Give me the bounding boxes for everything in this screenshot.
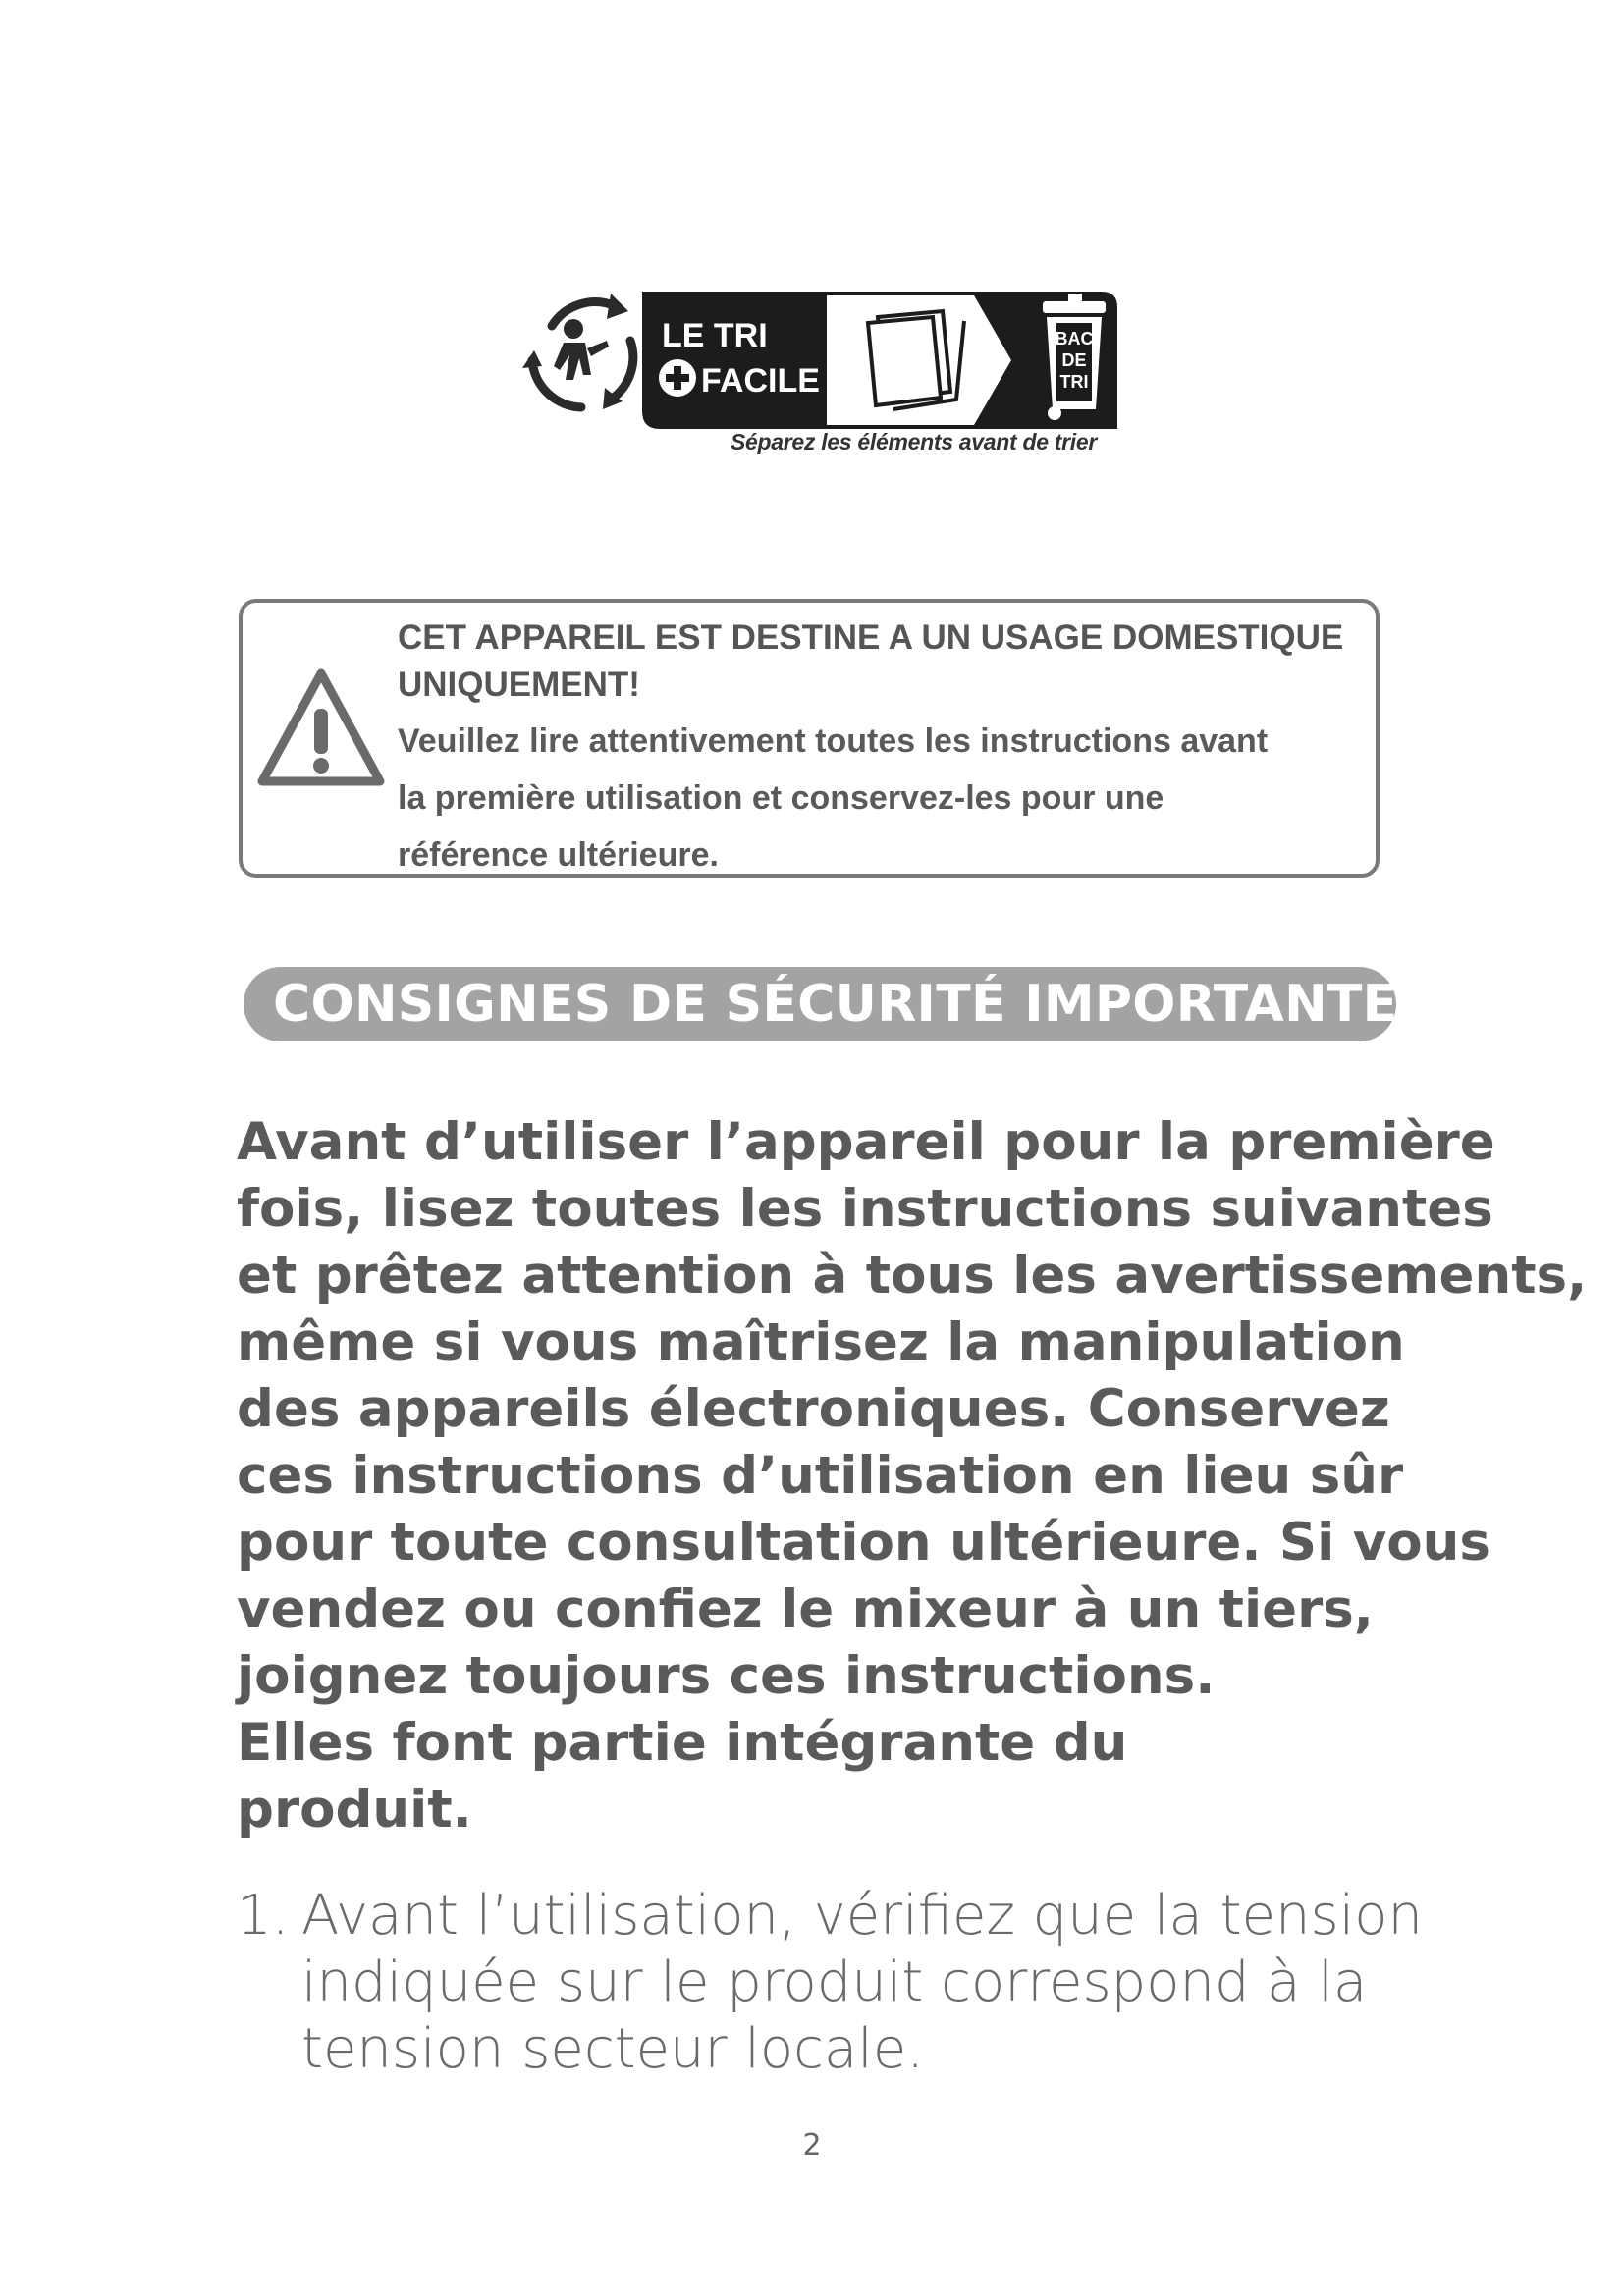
triman-logo-graphic — [513, 282, 1125, 429]
logo-line2: FACILE — [701, 362, 820, 400]
plus-icon — [659, 359, 696, 397]
logo-caption: Séparez les éléments avant de trier — [731, 429, 1098, 454]
intro-line: joignez toujours ces instructions. — [237, 1646, 1216, 1706]
intro-line: et prêtez attention à tous les avertissements, — [237, 1246, 1588, 1306]
intro-line: des appareils électroniques. Conservez — [237, 1379, 1390, 1439]
instruction-number: 1. — [237, 1884, 290, 1948]
bin-label-2: DE — [1061, 350, 1087, 370]
page-number: 2 — [802, 2128, 822, 2163]
bin-label-3: TRI — [1059, 372, 1089, 392]
intro-line: ces instructions d’utilisation en lieu sûr — [237, 1446, 1404, 1506]
instruction-line: indiquée sur le produit correspond à la — [301, 1950, 1368, 2014]
warning-body-line: référence ultérieure. — [398, 836, 719, 874]
intro-paragraph — [237, 1109, 1588, 1843]
section-title: CONSIGNES DE SÉCURITÉ IMPORTANTES — [244, 967, 1396, 1041]
intro-line: Elles font partie intégrante du — [237, 1713, 1128, 1773]
intro-line: produit. — [237, 1780, 472, 1840]
intro-line: Avant d’utiliser l’appareil pour la première — [237, 1112, 1495, 1172]
intro-line: pour toute consultation ultérieure. Si vous — [237, 1513, 1490, 1573]
warning-heading-line: CET APPAREIL EST DESTINE A UN USAGE DOMESTIQUE — [398, 618, 1344, 657]
recycling-logo — [513, 282, 1125, 468]
bin-label-1: BAC — [1055, 329, 1094, 348]
instruction-line: Avant l’utilisation, vérifiez que la tension — [301, 1884, 1424, 1948]
warning-icon — [252, 662, 390, 799]
warning-body-line: la première utilisation et conservez-les pour une — [398, 779, 1164, 817]
warning-box — [239, 599, 1380, 878]
instruction-text — [301, 1883, 1470, 2083]
warning-heading — [398, 614, 1380, 709]
warning-body — [398, 713, 1375, 883]
instruction-line: tension secteur locale. — [301, 2017, 925, 2081]
intro-line: vendez ou confiez le mixeur à un tiers, — [237, 1579, 1374, 1639]
intro-line: même si vous maîtrisez la manipulation — [237, 1312, 1405, 1372]
warning-body-line: Veuillez lire attentivement toutes les instructions avant — [398, 722, 1269, 760]
intro-line: fois, lisez toutes les instructions suivantes — [237, 1179, 1493, 1239]
logo-line1: LE TRI — [662, 317, 768, 354]
warning-heading-line: UNIQUEMENT! — [398, 666, 640, 704]
